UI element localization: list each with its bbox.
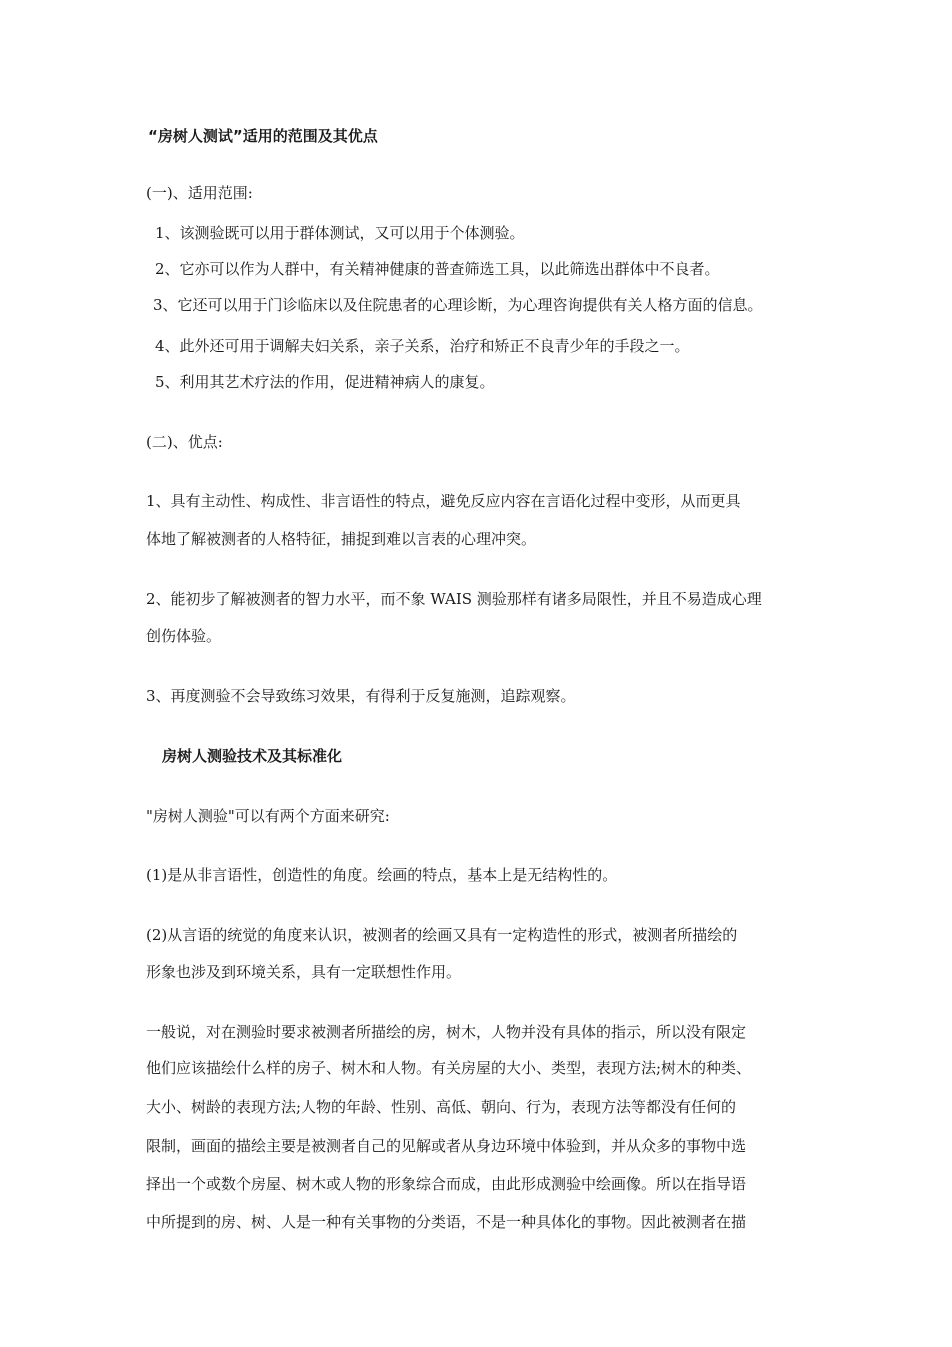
scope-heading: (一)、适用范围: [146,184,253,202]
scope-item: 1、该测验既可以用于群体测试，又可以用于个体测验。 [155,224,525,242]
paragraph-line: 他们应该描绘什么样的房子、树木和人物。有关房屋的大小、类型，表现方法;树木的种类、 [146,1059,752,1077]
paragraph-line: 择出一个或数个房屋、树木或人物的形象综合而成，由此形成测验中绘画像。所以在指导语 [146,1175,747,1193]
advantage-line: 1、具有主动性、构成性、非言语性的特点，避免反应内容在言语化过程中变形，从而更具 [146,492,741,510]
section-title: 房树人测验技术及其标准化 [162,747,343,765]
advantage-line: 2、能初步了解被测者的智力水平，而不象 WAIS 测验那样有诸多局限性，并且不易造成心理 [146,590,762,608]
paragraph-line: 一般说，对在测验时要求被测者所描绘的房，树木，人物并没有具体的指示，所以没有限定 [146,1023,747,1041]
scope-item: 3、它还可以用于门诊临床以及住院患者的心理诊断，为心理咨询提供有关人格方面的信息。 [153,296,763,314]
paragraph-line: 限制，画面的描绘主要是被测者自己的见解或者从身边环境中体验到，并从众多的事物中选 [146,1137,747,1155]
paragraph-line: 大小、树龄的表现方法;人物的年龄、性别、高低、朝向、行为，表现方法等都没有任何的 [146,1098,737,1116]
scope-item: 5、利用其艺术疗法的作用，促进精神病人的康复。 [155,373,495,391]
paragraph-line: 中所提到的房、树、人是一种有关事物的分类语，不是一种具体化的事物。因此被测者在描 [146,1213,747,1231]
advantage-line: 体地了解被测者的人格特征，捕捉到难以言表的心理冲突。 [146,530,537,548]
intro-line: "房树人测验"可以有两个方面来研究: [146,807,390,825]
advantage-line: 3、再度测验不会导致练习效果，有得利于反复施测，追踪观察。 [146,687,576,705]
section-title: “房树人测试”适用的范围及其优点 [148,127,378,145]
scope-item: 2、它亦可以作为人群中，有关精神健康的普查筛选工具，以此筛选出群体中不良者。 [155,260,720,278]
point-line: (2)从言语的统觉的角度来认识，被测者的绘画又具有一定构造性的形式，被测者所描绘的 [146,926,738,944]
scope-item: 4、此外还可用于调解夫妇关系，亲子关系，治疗和矫正不良青少年的手段之一。 [155,337,690,355]
advantage-line: 创伤体验。 [146,627,222,645]
point-line: 形象也涉及到环境关系，具有一定联想性作用。 [146,963,462,981]
advantages-heading: (二)、优点: [146,433,223,451]
point-line: (1)是从非言语性，创造性的角度。绘画的特点，基本上是无结构性的。 [146,866,618,884]
